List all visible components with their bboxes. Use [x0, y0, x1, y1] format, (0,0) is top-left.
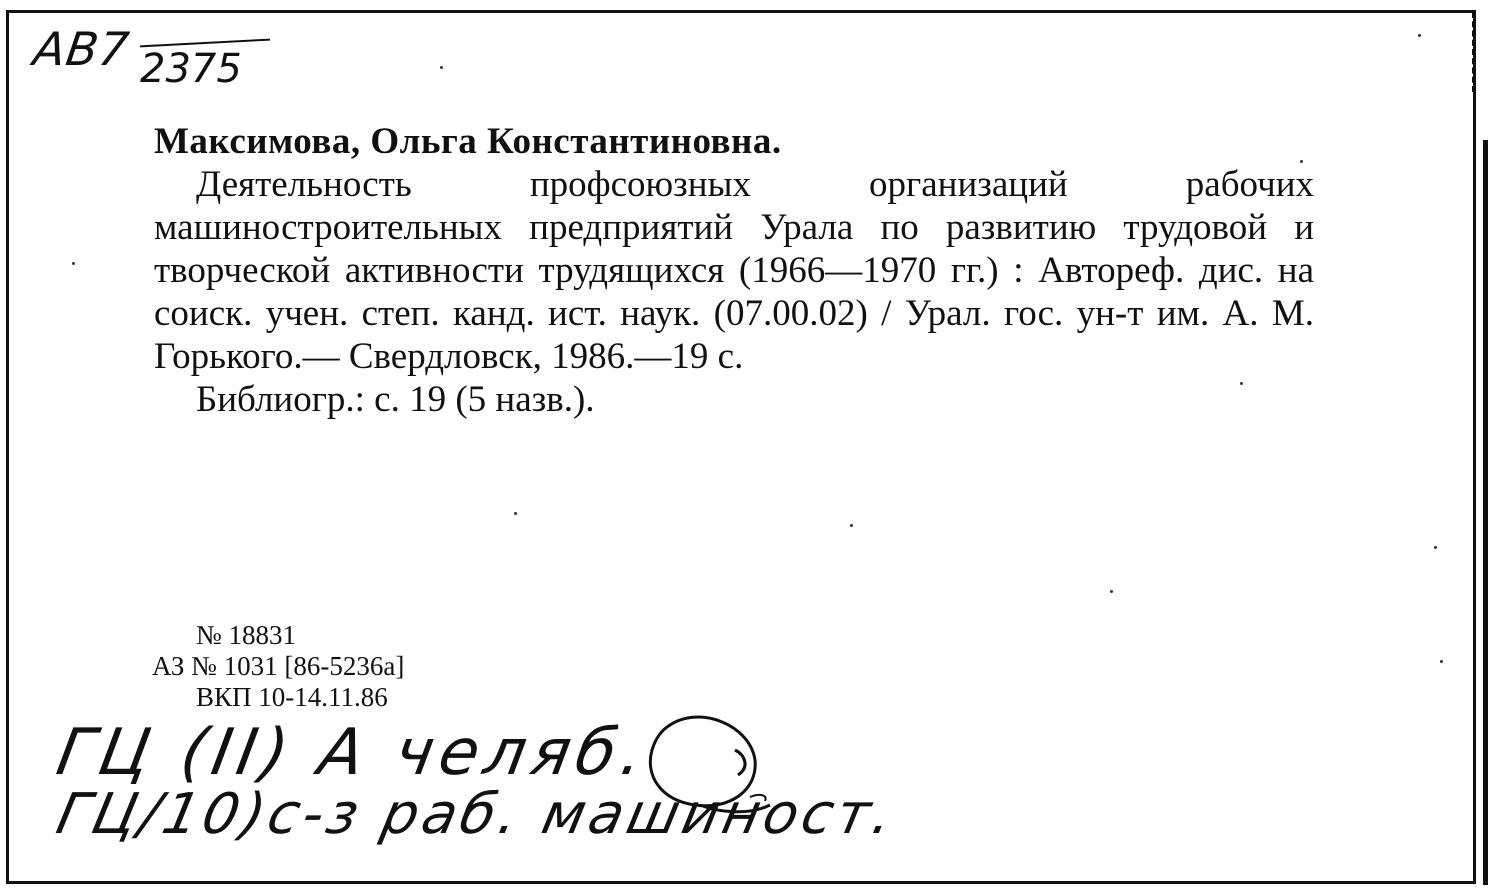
meta-number: № 18831: [196, 620, 297, 650]
handwritten-note-2: ГЦ/10)с-з раб. машиност.: [51, 782, 903, 847]
paper-speck: [1240, 382, 1243, 385]
card-corner-ticks: [1472, 12, 1481, 92]
paper-speck: [514, 512, 517, 515]
handwritten-note-1: ГЦ (II) А челяб.: [51, 716, 655, 790]
paper-speck: [72, 262, 75, 265]
paper-speck: [440, 66, 443, 69]
meta-registration: АЗ № 1031 [86-5236а]: [152, 651, 405, 681]
entry-author: Максимова, Ольга Константиновна.: [154, 121, 782, 162]
paper-speck: [1110, 590, 1113, 593]
bibliographic-entry: [154, 120, 1314, 421]
paper-speck: [850, 524, 853, 527]
handwritten-number: 2375: [140, 46, 242, 92]
card-meta: [152, 620, 404, 713]
meta-vkp: ВКП 10-14.11.86: [196, 682, 388, 712]
card-edge-mark: [1483, 140, 1488, 885]
entry-bibliography: Библиогр.: с. 19 (5 назв.).: [196, 379, 595, 420]
paper-speck: [1434, 546, 1437, 549]
paper-speck: [1300, 160, 1303, 163]
paper-speck: [1418, 34, 1421, 37]
paper-speck: [1440, 660, 1443, 663]
handdrawn-circle-mark: [640, 705, 780, 825]
entry-description: Деятельность профсоюзных организаций рабочих машиностроительных предприятий Урала по развитию трудовой и творческой активности трудящихся (1966—1970 гг.) : Автореф. дис. на соиск. учен. степ. канд. ист. наук. (07.00.02) / Урал. гос. ун-т им. А. М. Горького.— Свердловск, 1986.—19 с.: [154, 164, 1314, 377]
handwritten-code: АВ7: [30, 22, 134, 76]
